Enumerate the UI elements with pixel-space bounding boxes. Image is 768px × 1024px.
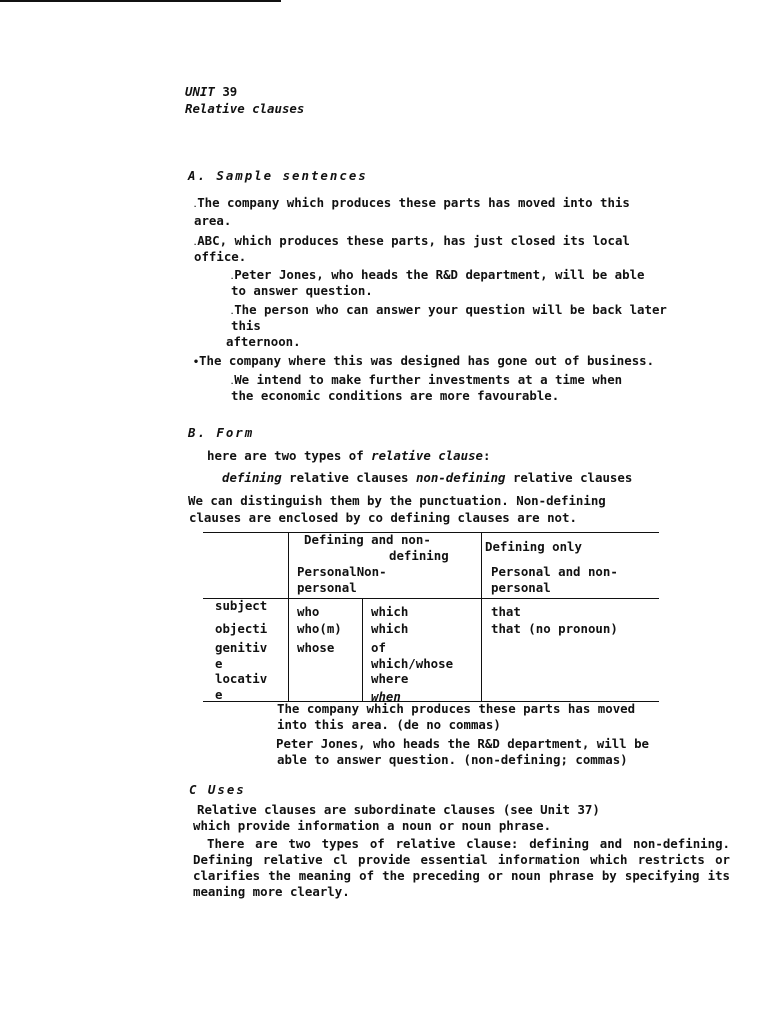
row-label-genitive: genitiv xyxy=(215,640,268,655)
cell-nonpersonal-object: which xyxy=(371,621,409,636)
cell-nonpersonal-locative: where xyxy=(371,671,409,686)
table-col-divider-2 xyxy=(481,532,482,701)
cell-nonpersonal-subject: which xyxy=(371,604,409,619)
cell-personal-subject: who xyxy=(297,604,320,619)
sample-sentence-4-line-2: this xyxy=(231,318,261,333)
section-b-heading: B. Form xyxy=(188,425,255,440)
unit-number: 39 xyxy=(222,84,238,99)
row-label-subject: subject xyxy=(215,598,268,613)
cell-defonly-object: that (no pronoun) xyxy=(491,621,618,636)
distinguish-line-2: clauses are enclosed by co defining clauses are not. xyxy=(189,510,577,525)
table-head-def-nondef-2: defining xyxy=(389,548,449,563)
section-c-heading: C Uses xyxy=(189,782,246,797)
table-head-def-only: Defining only xyxy=(485,539,582,554)
table-top-rule xyxy=(203,532,659,533)
sample-sentence-2-line-1: .ABC, which produces these parts, has just closed its local xyxy=(193,233,630,248)
row-label-locative-e: e xyxy=(215,687,223,702)
sample-sentence-4-line-1: .The person who can answer your question will be back later xyxy=(230,302,667,317)
table-col-divider-3 xyxy=(362,598,363,701)
example-1-line-2: into this area. (de no commas) xyxy=(277,717,501,732)
example-2-line-1: Peter Jones, who heads the R&D department, will be xyxy=(276,736,649,751)
form-intro: here are two types of relative clause: xyxy=(207,448,491,463)
term-relative-clause: relative clause xyxy=(371,448,484,463)
example-1-line-1: The company which produces these parts has moved xyxy=(277,701,636,716)
cell-personal-object: who(m) xyxy=(297,621,342,636)
sample-sentence-1-line-2: area. xyxy=(194,213,232,228)
table-sub-personal: PersonalNon- xyxy=(297,564,387,579)
term-defining: defining xyxy=(222,470,282,485)
table-sub-pn-2: personal xyxy=(491,580,551,595)
sample-sentence-5: •The company where this was designed has gone out of business. xyxy=(193,353,655,368)
cell-personal-genitive: whose xyxy=(297,640,335,655)
term-non-defining: non-defining xyxy=(415,470,506,485)
row-label-genitive-e: e xyxy=(215,656,223,671)
clause-types-line: defining relative clauses non-defining relative clauses xyxy=(222,470,633,485)
sample-sentence-6-line-2: the economic conditions are more favourable. xyxy=(231,388,560,403)
row-label-objective: objecti xyxy=(215,621,268,636)
table-col-divider-1 xyxy=(288,532,289,701)
unit-title xyxy=(185,84,237,100)
cell-nonpersonal-genitive-b: which/whose xyxy=(371,656,454,671)
cell-nonpersonal-temporal: when xyxy=(371,689,401,701)
section-a-heading: A. Sample sentences xyxy=(188,168,368,183)
sample-sentence-1-line-1: .The company which produces these parts has moved into this xyxy=(193,195,630,210)
sample-sentence-3-line-2: to answer question. xyxy=(231,283,373,298)
uses-p1-line-2: which provide information a noun or noun phrase. xyxy=(193,818,552,833)
example-2-line-2: able to answer question. (non-defining; commas) xyxy=(277,752,628,767)
table-sub-nonpersonal: personal xyxy=(297,580,357,595)
unit-label: UNIT xyxy=(185,84,215,99)
table-sub-pn-1: Personal and non- xyxy=(491,564,618,579)
distinguish-line-1: We can distinguish them by the punctuation. Non-defining xyxy=(188,493,606,508)
table-head-def-nondef-1: Defining and non- xyxy=(304,532,431,547)
sample-sentence-4-line-3: afternoon. xyxy=(226,334,301,349)
row-label-locative: locativ xyxy=(215,671,268,686)
top-rule xyxy=(0,0,281,2)
uses-p1-line-1: Relative clauses are subordinate clauses (see Unit 37) xyxy=(197,802,600,817)
cell-nonpersonal-genitive-a: of xyxy=(371,640,386,655)
sample-sentence-6-line-1: .We intend to make further investments at a time when xyxy=(230,372,623,387)
unit-subtitle: Relative clauses xyxy=(185,101,305,116)
sample-sentence-3-line-1: .Peter Jones, who heads the R&D department, will be able xyxy=(230,267,645,282)
sample-sentence-2-line-2: office. xyxy=(194,249,247,264)
cell-defonly-subject: that xyxy=(491,604,521,619)
uses-paragraph-2: There are two types of relative clause: defining and non-defining. Defining relative cl provide essential information which restricts or clarifies the meaning of the preceding or noun phrase by specifying its meaning more clearly. xyxy=(193,836,730,899)
table-header-rule xyxy=(203,598,659,599)
